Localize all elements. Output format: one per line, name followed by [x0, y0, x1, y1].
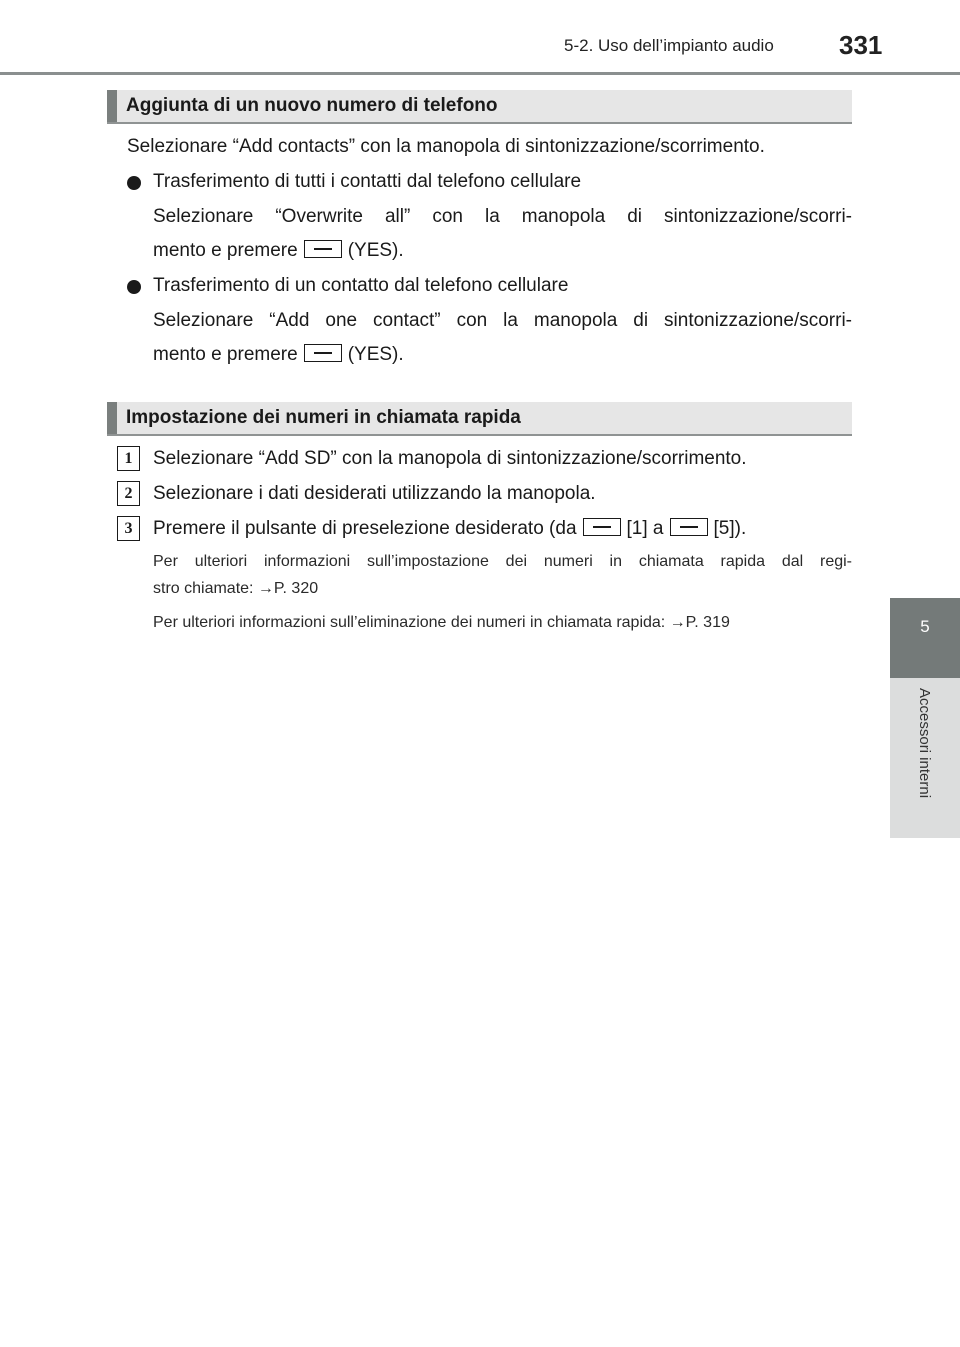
chapter-number: 5 [920, 617, 930, 636]
bullet-text-line2 [153, 344, 404, 366]
preset-button-icon [304, 344, 342, 362]
step-number: 2 [117, 481, 140, 506]
step-text-post: [5]). [713, 518, 747, 539]
bullet-heading: Trasferimento di tutti i contatti dal telefono cellulare [153, 171, 582, 192]
page-number: 331 [839, 30, 883, 60]
bullet-text-post: (YES). [347, 240, 404, 261]
bullet-text: Selezionare “Add one contact” con la manopola di sintonizzazione/scorri- [153, 310, 852, 331]
section-heading-speed-dial [107, 402, 852, 436]
step-number: 3 [117, 516, 140, 541]
header-divider [0, 72, 960, 75]
header-section-title: 5-2. Uso dell’impianto audio [564, 36, 774, 55]
bullet-text: Selezionare “Overwrite all” con la manopola di sintonizzazione/scorri- [153, 206, 852, 227]
step-text [153, 518, 746, 540]
section-heading-text: Aggiunta di un nuovo numero di telefono [126, 95, 498, 116]
bullet-icon [127, 280, 141, 294]
step-text: Selezionare i dati desiderati utilizzando la manopola. [153, 483, 596, 504]
preset-button-icon [304, 240, 342, 258]
preset-button-icon [583, 518, 621, 536]
note-text: Per ulteriori informazioni sull’eliminazione dei numeri in chiamata rapida: →P. 319 [153, 614, 730, 631]
note-text: Per ulteriori informazioni sull’impostazione dei numeri in chiamata rapida dal regi- [153, 553, 852, 570]
bullet-text-pre: mento e premere [153, 240, 298, 261]
step-text: Selezionare “Add SD” con la manopola di sintonizzazione/scorrimento. [153, 448, 747, 469]
preset-button-icon [670, 518, 708, 536]
chapter-title: Accessori interni [916, 688, 933, 799]
intro-text: Selezionare “Add contacts” con la manopola di sintonizzazione/scorrimento. [127, 136, 765, 157]
bullet-text-line2 [153, 240, 404, 262]
section-heading-new-number [107, 90, 852, 124]
step-text-mid: [1] a [626, 518, 664, 539]
step-text-pre: Premere il pulsante di preselezione desiderato (da [153, 518, 577, 539]
step-number: 1 [117, 446, 140, 471]
chapter-tab [890, 598, 960, 678]
bullet-text-post: (YES). [347, 344, 404, 365]
section-heading-text: Impostazione dei numeri in chiamata rapida [126, 407, 521, 428]
note-text: stro chiamate: →P. 320 [153, 580, 319, 597]
bullet-icon [127, 176, 141, 190]
bullet-text-pre: mento e premere [153, 344, 298, 365]
bullet-heading: Trasferimento di un contatto dal telefono cellulare [153, 275, 569, 296]
